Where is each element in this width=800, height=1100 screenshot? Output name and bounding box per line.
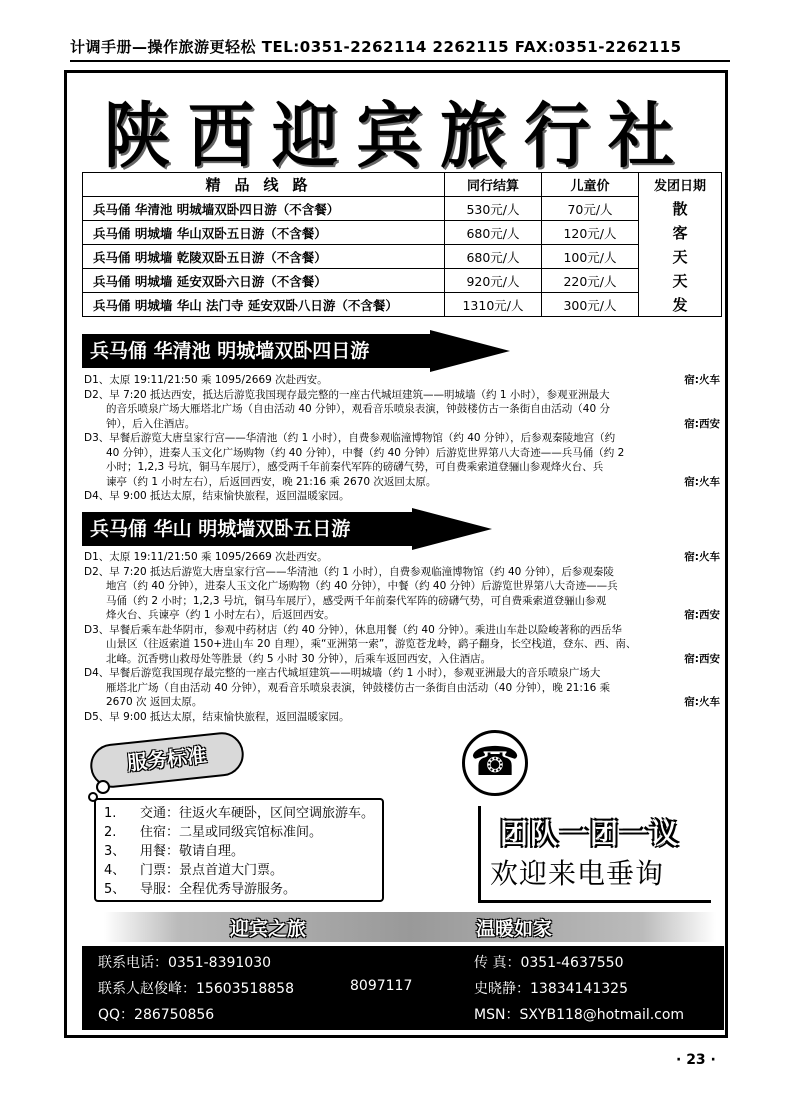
itinerary-line: D1、太原 19:11/21:50 乘 1095/2669 次赴西安。	[84, 374, 328, 386]
itinerary-line: 的音乐喷泉广场大雁塔北广场（自由活动 40 分钟），观看音乐喷泉表演，钟鼓楼仿古一条街自由活动（40 分	[106, 403, 610, 415]
itinerary-day	[84, 623, 720, 667]
table-row	[83, 293, 722, 317]
agency-name: 陕西迎宾旅行社	[104, 93, 692, 178]
routes-header-price: 同行结算	[445, 173, 542, 197]
route-departure: 发	[639, 293, 722, 317]
itinerary-line: D4、早 9:00 抵达太原，结束愉快旅程，返回温暖家园。	[84, 490, 350, 502]
list-item: 4、 门票：景点首道大门票。	[104, 863, 284, 878]
contact-person2: 史晓静：13834141325	[474, 981, 628, 997]
group-subline: 欢迎来电垂询	[490, 857, 665, 890]
route-departure: 散	[639, 197, 722, 221]
itinerary-line: 烽火台、兵谏亭（约 1 小时左右），后返回西安。	[106, 609, 335, 621]
group-headline: 团队一团一议	[500, 817, 681, 850]
slogan-right: 温暖如家	[476, 918, 553, 940]
itinerary-line: 马俑（约 2 小时；1,2,3 号坑，铜马车展厅），感受两千年前秦代军阵的磅礴气势，可自费乘索道登骊山参观	[106, 594, 607, 607]
contact-qq: QQ：286750856	[98, 1007, 215, 1023]
route-name: 兵马俑 明城墙 华山双卧五日游（不含餐）	[83, 221, 445, 245]
routes-header-row	[83, 173, 722, 197]
table-row	[83, 269, 722, 293]
itinerary-stay: 宿:西安	[684, 652, 720, 665]
itinerary-line: D2、早 7:20 抵达后游览大唐皇家行宫——华清池（约 1 小时），自费参观临潼博物馆（约 40 分钟），后参观秦陵	[84, 565, 614, 578]
route-departure: 天	[639, 269, 722, 293]
itinerary-day	[84, 550, 720, 565]
route-name: 兵马俑 明城墙 华山 法门寺 延安双卧八日游（不含餐）	[83, 293, 445, 317]
contact-person1: 联系人赵俊峰：15603518858	[98, 981, 294, 997]
tour2-title: 兵马俑 华山 明城墙双卧五日游	[82, 512, 412, 546]
itinerary-day	[84, 565, 720, 623]
itinerary-stay: 宿:火车	[684, 374, 720, 386]
itinerary-line: 北峰。沉香劈山救母处等胜景（约 5 小时 30 分钟），后乘车返回西安，入住酒店。	[106, 652, 492, 665]
route-price: 680元/人	[445, 245, 542, 269]
itinerary-day	[84, 710, 720, 725]
route-name: 兵马俑 明城墙 乾陵双卧五日游（不含餐）	[83, 245, 445, 269]
itinerary-stay: 宿:火车	[684, 551, 720, 563]
contact-phone: 联系电话：0351-8391030	[98, 955, 272, 971]
page-number: · 23 ·	[676, 1052, 716, 1068]
bubble-dot-icon	[96, 780, 110, 794]
route-child-price: 120元/人	[542, 221, 639, 245]
itinerary-line: 谏亭（约 1 小时左右），后返回西安，晚 21:16 乘 2670 次返回太原。	[106, 475, 437, 488]
route-child-price: 220元/人	[542, 269, 639, 293]
itinerary-day	[84, 431, 720, 489]
itinerary-line: 雁塔北广场（自由活动 40 分钟），观看音乐喷泉表演，钟鼓楼仿古一条街自由活动（40 分钟），晚 21:16 乘	[106, 681, 611, 694]
contact-person1-ext: 8097117	[350, 978, 413, 994]
itinerary-stay: 宿:西安	[684, 609, 720, 621]
phone-icon: ☎	[470, 739, 520, 785]
itinerary-line: 小时；1,2,3 号坑，铜马车展厅），感受两千年前秦代军阵的磅礴气势，可自费乘索道登骊山参观烽火台、兵	[106, 461, 604, 473]
itinerary-day	[84, 489, 720, 504]
service-standard-stamp: 服务标准	[88, 730, 246, 790]
list-item: 5、 导服：全程优秀导游服务。	[104, 882, 297, 897]
route-child-price: 300元/人	[542, 293, 639, 317]
route-price: 920元/人	[445, 269, 542, 293]
contact-fax: 传 真：0351-4637550	[474, 955, 624, 971]
route-name: 兵马俑 华清池 明城墙双卧四日游（不含餐）	[83, 197, 445, 221]
table-row	[83, 245, 722, 269]
slogan-left: 迎宾之旅	[230, 918, 307, 940]
service-list	[94, 798, 384, 902]
page-header	[70, 34, 730, 62]
itinerary-line: 2670 次 返回太原。	[106, 696, 203, 708]
header-text: 计调手册—操作旅游更轻松 TEL:0351-2262114 2262115 FAX:0351-2262115	[70, 38, 682, 56]
tour2-itinerary	[84, 550, 720, 724]
itinerary-day	[84, 373, 720, 388]
route-child-price: 70元/人	[542, 197, 639, 221]
route-price: 530元/人	[445, 197, 542, 221]
itinerary-day	[84, 666, 720, 710]
itinerary-stay: 宿:火车	[684, 696, 720, 708]
route-departure: 客	[639, 221, 722, 245]
routes-table	[82, 172, 722, 317]
tour1-itinerary	[84, 373, 720, 504]
table-row	[83, 221, 722, 245]
itinerary-stay: 宿:西安	[684, 417, 720, 430]
list-item: 1. 交通：往返火车硬卧，区间空调旅游车。	[104, 806, 375, 821]
tour1-banner	[82, 334, 502, 368]
route-price: 680元/人	[445, 221, 542, 245]
table-row	[83, 197, 722, 221]
itinerary-line: D1、太原 19:11/21:50 乘 1095/2669 次赴西安。	[84, 551, 328, 563]
routes-header-departure: 发团日期	[639, 173, 722, 197]
route-departure: 天	[639, 245, 722, 269]
itinerary-line: D5、早 9:00 抵达太原，结束愉快旅程，返回温暖家园。	[84, 710, 350, 723]
itinerary-line: D4、早餐后游览我国现存最完整的一座古代城垣建筑——明城墙（约 1 小时），参观亚洲最大的音乐喷泉广场大	[84, 667, 601, 679]
contact-block	[82, 946, 724, 1030]
route-child-price: 100元/人	[542, 245, 639, 269]
banner-arrow-icon	[430, 330, 510, 372]
itinerary-line: 40 分钟），进秦人玉文化广场购物（约 40 分钟），中餐（约 40 分钟）后游览世界第八大奇迹——兵马俑（约 2	[106, 446, 625, 459]
itinerary-line: 山景区（往返索道 150+进山车 20 自理），乘“亚洲第一索”，游览苍龙岭，鹞子翻身，长空栈道，登东、西、南、	[106, 638, 637, 650]
itinerary-line: 地宫（约 40 分钟），进秦人玉文化广场购物（约 40 分钟），中餐（约 40 分钟）后游览世界第八大奇迹——兵	[106, 580, 618, 592]
slogan-ribbon	[104, 912, 716, 942]
list-item: 3、 用餐：敬请自理。	[104, 844, 245, 859]
routes-header-title: 精品线路	[83, 173, 445, 197]
itinerary-line: D3、早餐后游览大唐皇家行宫——华清池（约 1 小时），自费参观临潼博物馆（约 40 分钟），后参观秦陵地宫（约	[84, 432, 616, 444]
tour2-banner	[82, 512, 502, 546]
routes-header-child: 儿童价	[542, 173, 639, 197]
banner-arrow-icon	[412, 508, 492, 550]
itinerary-line: D3、早餐后乘车赴华阴市，参观中药材店（约 40 分钟），休息用餐（约 40 分钟）。乘进山车赴以险峻著称的西岳华	[84, 623, 622, 636]
route-price: 1310元/人	[445, 293, 542, 317]
contact-msn: MSN：SXYB118@hotmail.com	[474, 1007, 685, 1023]
route-name: 兵马俑 明城墙 延安双卧六日游（不含餐）	[83, 269, 445, 293]
itinerary-day	[84, 388, 720, 432]
itinerary-line: 钟），后入住酒店。	[106, 417, 196, 430]
itinerary-line: D2、早 7:20 抵达西安，抵达后游览我国现存最完整的一座古代城垣建筑——明城墙（约 1 小时），参观亚洲最大	[84, 388, 610, 401]
itinerary-stay: 宿:火车	[684, 475, 720, 488]
list-item: 2. 住宿：二星或同级宾馆标准间。	[104, 825, 323, 840]
tour1-title: 兵马俑 华清池 明城墙双卧四日游	[82, 334, 430, 368]
